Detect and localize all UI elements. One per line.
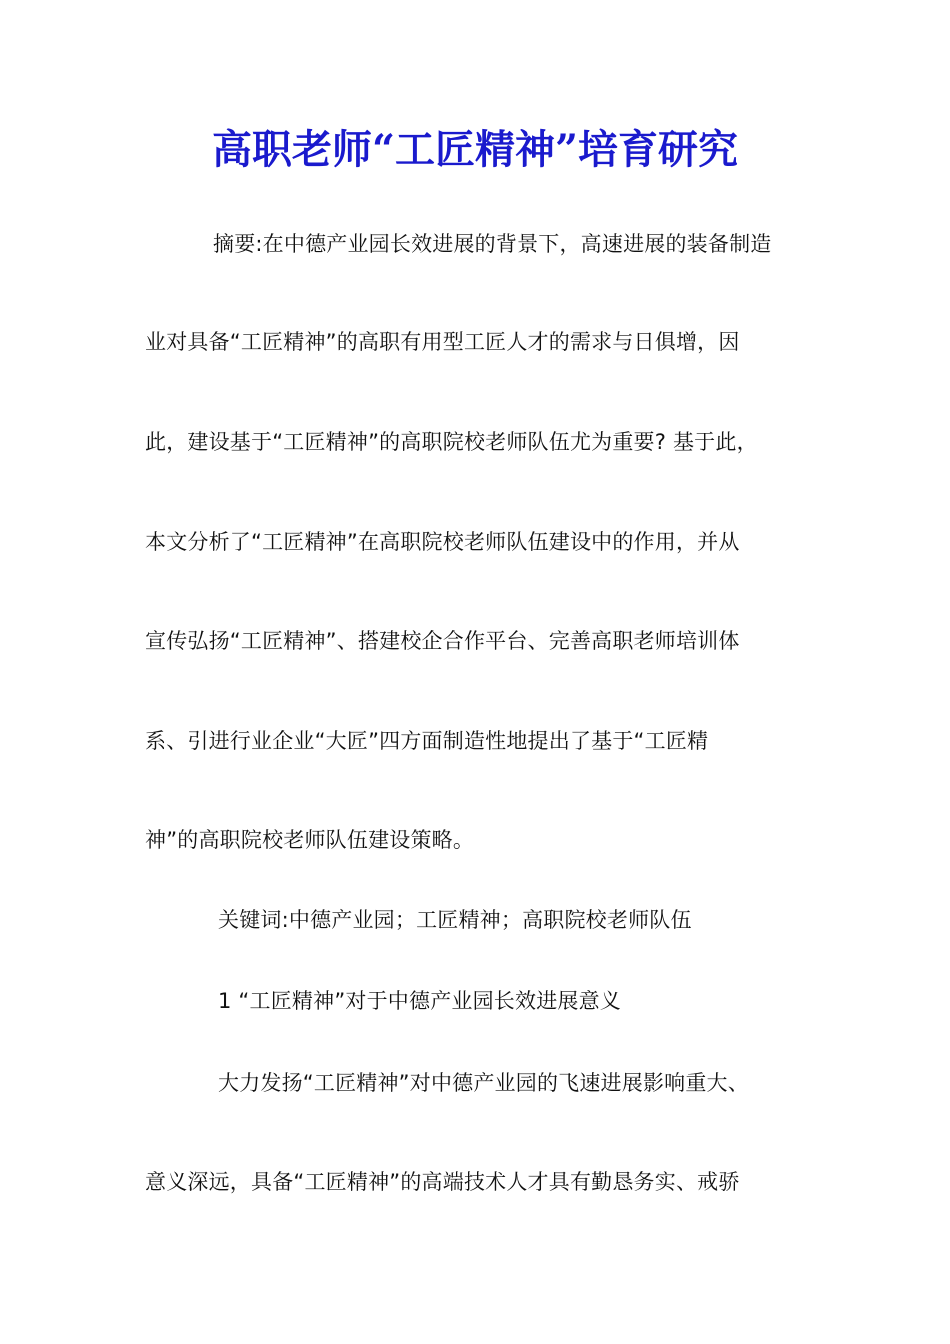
keywords-line: 关键词:中德产业园；工匠精神；高职院校老师队伍 — [218, 908, 692, 932]
abstract-line: 此，建设基于“工匠精神”的高职院校老师队伍尤为重要? 基于此， — [145, 430, 758, 454]
abstract-line: 宣传弘扬“工匠精神”、搭建校企合作平台、完善高职老师培训体 — [145, 629, 740, 653]
abstract-line: 神”的高职院校老师队伍建设策略。 — [145, 828, 475, 852]
section-heading: 1 “工匠精神”对于中德产业园长效进展意义 — [218, 989, 621, 1013]
body-line: 大力发扬“工匠精神”对中德产业园的飞速进展影响重大、 — [218, 1071, 749, 1095]
abstract-line: 摘要:在中德产业园长效进展的背景下，高速进展的装备制造 — [213, 232, 772, 256]
abstract-line: 业对具备“工匠精神”的高职有用型工匠人才的需求与日俱增，因 — [145, 330, 740, 354]
document-title: 高职老师“工匠精神”培育研究 — [211, 126, 738, 173]
abstract-line: 本文分析了“工匠精神”在高职院校老师队伍建设中的作用，并从 — [145, 530, 740, 554]
body-line: 意义深远，具备“工匠精神”的高端技术人才具有勤恳务实、戒骄 — [145, 1170, 740, 1194]
abstract-line: 系、引进行业企业“大匠”四方面制造性地提出了基于“工匠精 — [145, 729, 709, 753]
